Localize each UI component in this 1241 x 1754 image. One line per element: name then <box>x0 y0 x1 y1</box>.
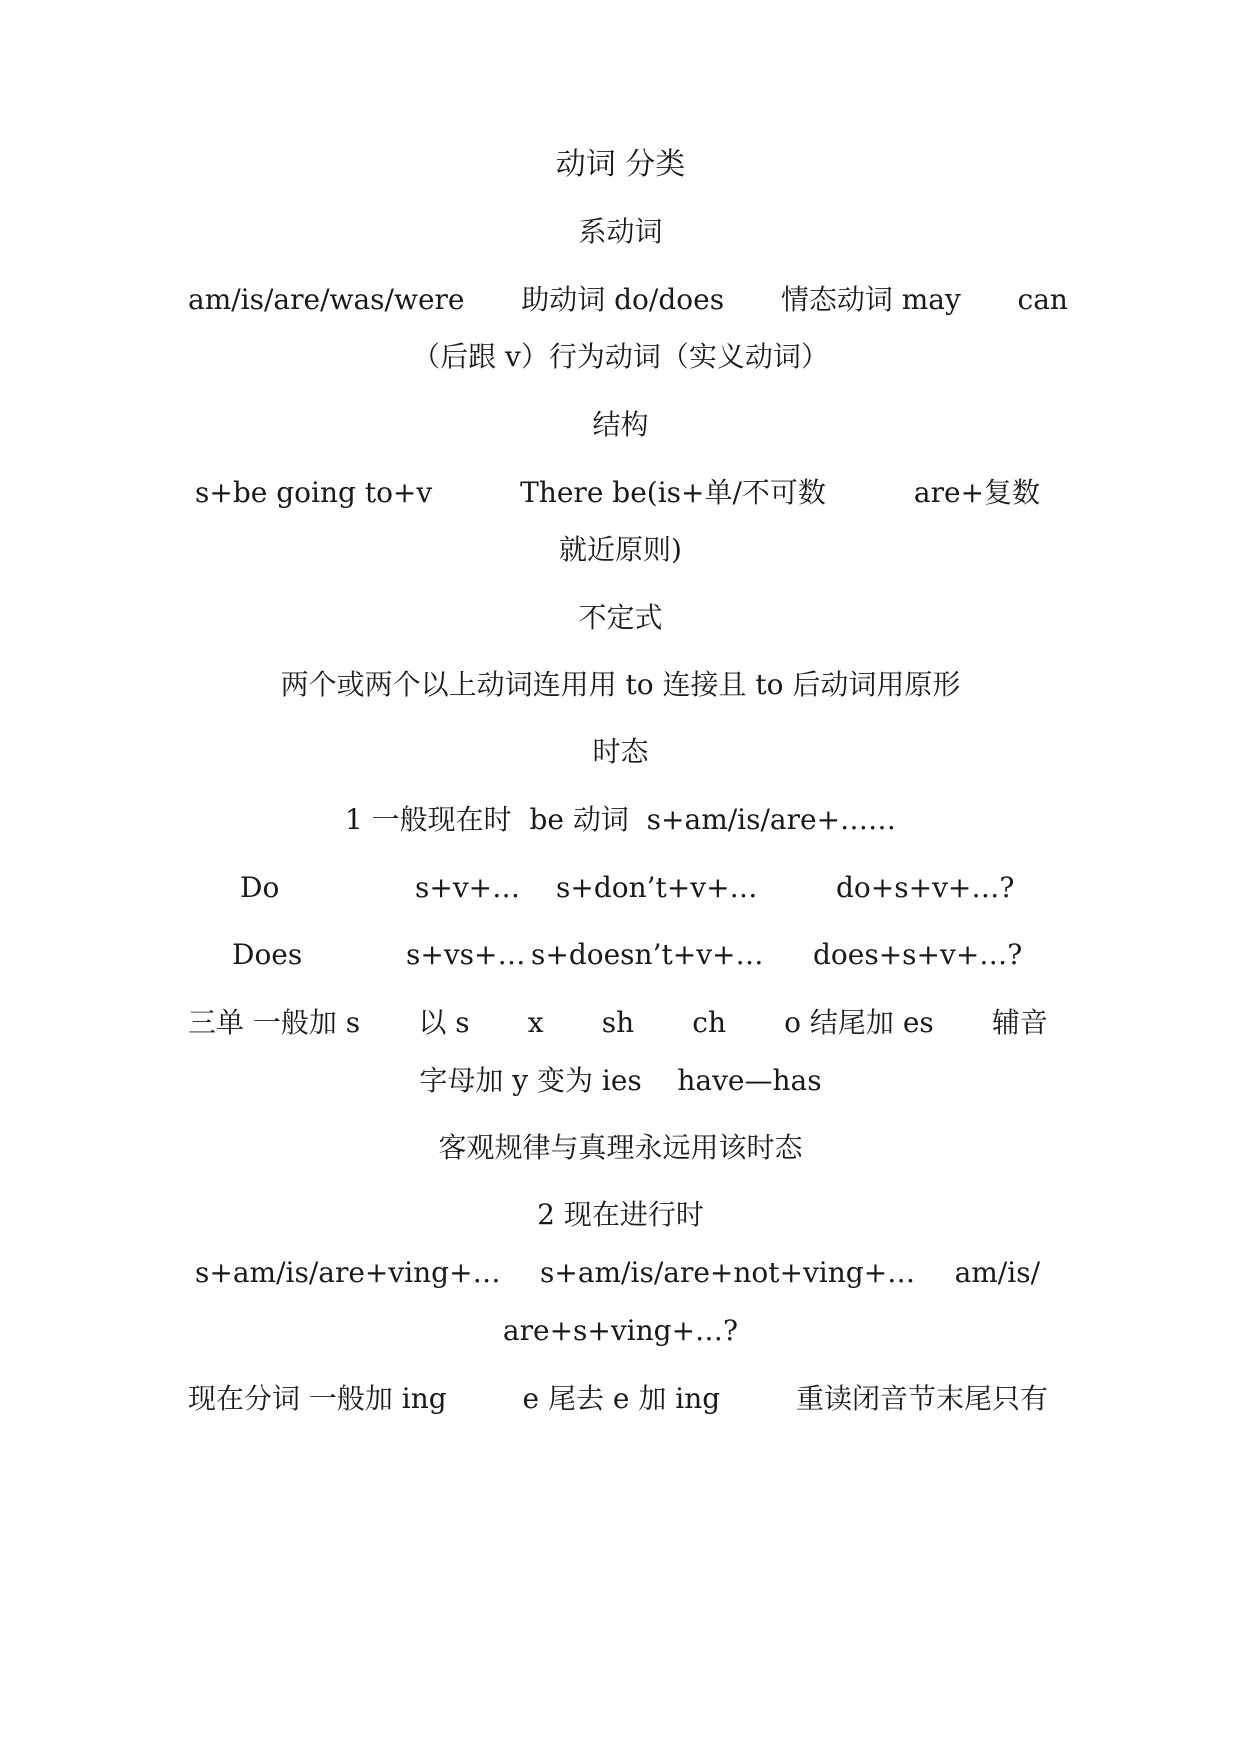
do-affirmative: s+v+… <box>415 871 521 904</box>
third-person-item: 以 s <box>418 1006 470 1039</box>
participle-rule-item: 重读闭音节末尾只有 <box>795 1382 1048 1415</box>
section-heading-infinitive: 不定式 <box>578 601 663 634</box>
auxiliary-verbs: 助动词 do/does <box>521 283 725 316</box>
third-person-item: 三单 一般加 s <box>188 1006 361 1039</box>
third-person-item: sh <box>601 1006 635 1039</box>
verb-types-line <box>188 280 1068 320</box>
do-label: Do <box>240 871 280 904</box>
be-verbs: am/is/are/was/were <box>188 283 465 316</box>
do-row <box>0 868 1241 908</box>
third-person-item: 辅音 <box>991 1006 1048 1039</box>
participle-rule-item: 现在分词 一般加 ing <box>188 1382 447 1415</box>
continuous-negative: s+am/is/are+not+ving+… <box>539 1256 916 1289</box>
continuous-affirmative: s+am/is/are+ving+… <box>195 1256 501 1289</box>
simple-present-heading: 1 一般现在时 be 动词 s+am/is/are+…… <box>344 803 897 836</box>
are-plural-structure: are+复数 <box>913 476 1040 509</box>
third-person-item: o 结尾加 es <box>784 1006 934 1039</box>
participle-rule-item: e 尾去 e 加 ing <box>522 1382 721 1415</box>
section-heading-linking-verbs: 系动词 <box>578 215 663 248</box>
does-row <box>0 935 1241 975</box>
third-person-item: x <box>527 1006 544 1039</box>
present-continuous-heading: 2 现在进行时 <box>537 1198 704 1231</box>
going-to-structure: s+be going to+v <box>195 476 433 509</box>
does-affirmative: s+vs+… <box>406 938 526 971</box>
continuous-question-end: are+s+ving+…? <box>502 1314 739 1347</box>
do-negative: s+don’t+v+… <box>556 871 758 904</box>
third-person-rule-continued: 字母加 y 变为 ies have—has <box>419 1064 822 1097</box>
continuous-question-start: am/is/ <box>954 1256 1040 1289</box>
modal-verbs: 情态动词 may <box>780 283 961 316</box>
does-question: does+s+v+…? <box>813 938 1023 971</box>
do-question: do+s+v+…? <box>836 871 1015 904</box>
page-title: 动词 分类 <box>555 147 686 182</box>
infinitive-rule: 两个或两个以上动词连用用 to 连接且 to 后动词用原形 <box>280 668 961 701</box>
there-be-structure: There be(is+单/不可数 <box>520 476 826 509</box>
modal-can: can <box>1017 283 1068 316</box>
does-negative: s+doesn’t+v+… <box>531 938 764 971</box>
section-heading-structure: 结构 <box>592 408 649 441</box>
present-participle-rule <box>188 1379 1048 1419</box>
third-person-item: ch <box>692 1006 726 1039</box>
section-heading-tense: 时态 <box>592 735 649 768</box>
present-continuous-forms <box>195 1253 1040 1293</box>
structure-line <box>195 473 1040 513</box>
third-person-rule-line <box>188 1003 1048 1043</box>
modal-note-action-verbs: （后跟 v）行为动词（实义动词） <box>412 340 829 373</box>
proximity-principle: 就近原则) <box>559 533 682 566</box>
truth-rule: 客观规律与真理永远用该时态 <box>438 1131 803 1164</box>
does-label: Does <box>232 938 303 971</box>
